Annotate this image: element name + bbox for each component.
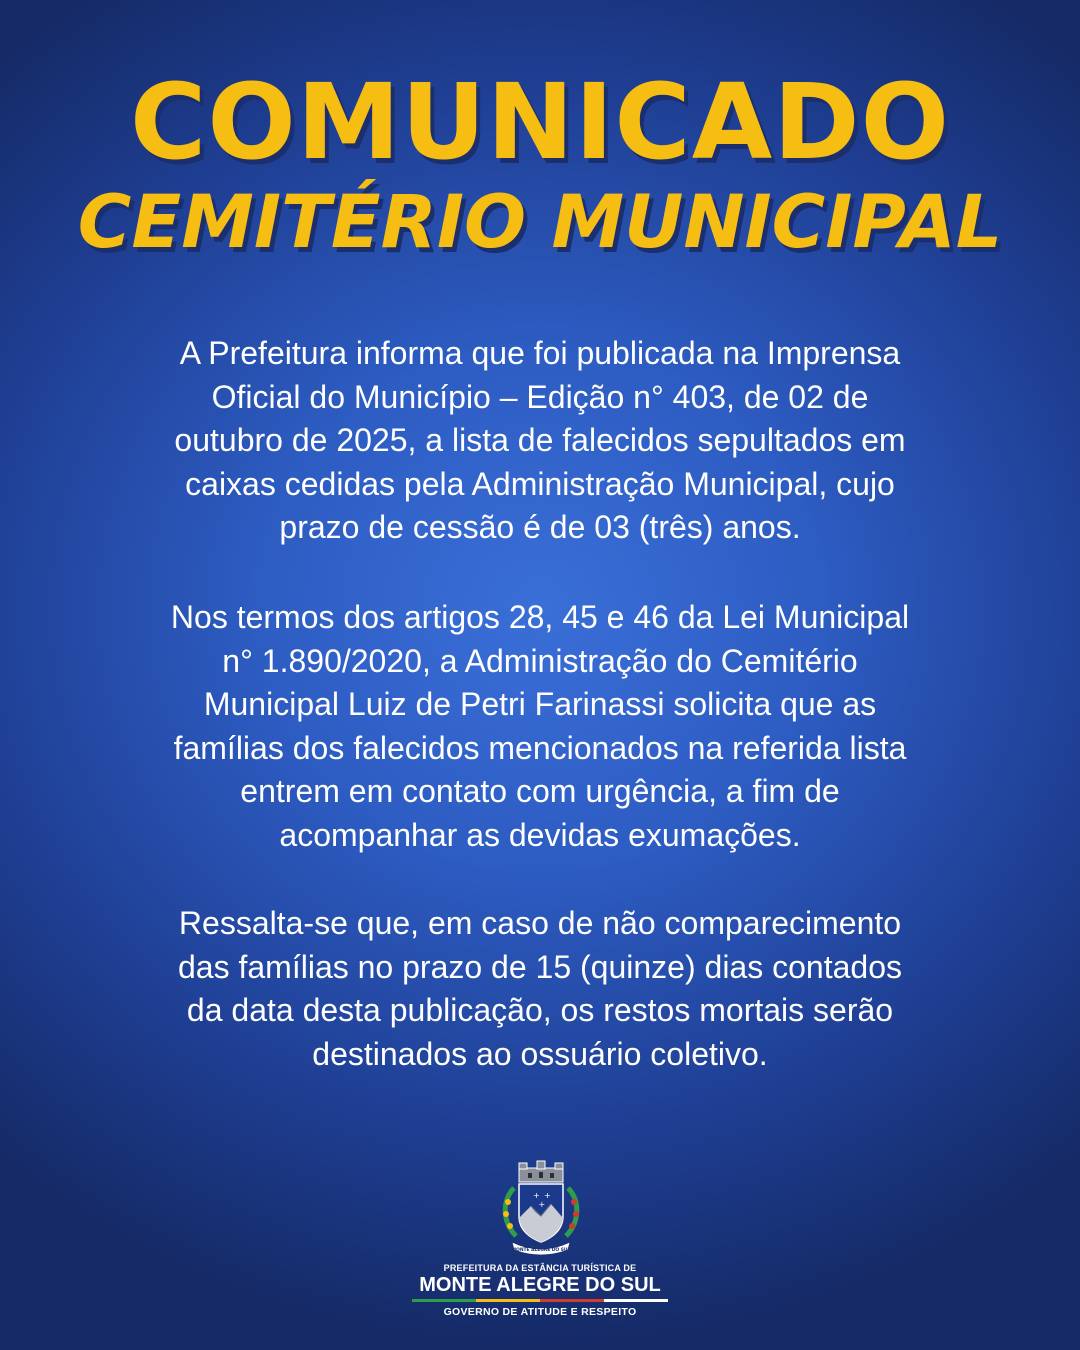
page-title: COMUNICADO xyxy=(130,61,950,183)
shield xyxy=(519,1184,563,1242)
crest-ribbon-text: MONTE ALEGRE DO SUL xyxy=(511,1248,571,1253)
municipality-logo xyxy=(400,1160,680,1325)
svg-text:+: + xyxy=(533,1191,540,1200)
svg-text:+: + xyxy=(544,1191,551,1200)
org-name: MONTE ALEGRE DO SUL xyxy=(419,1274,661,1296)
body-paragraph-2: Nos termos dos artigos 28, 45 e 46 da Lei Municipal n° 1.890/2020, a Administração do Cemitério Municipal Luiz de Petri Farinassi solicita que as famílias dos falecidos mencionados na referida lista entrem em contato com urgência, a fim de acompanhar as devidas exumações. xyxy=(170,599,910,853)
city-coat-of-arms-icon xyxy=(498,1160,584,1256)
org-prefix: PREFEITURA DA ESTÂNCIA TURÍSTICA DE xyxy=(443,1263,637,1273)
crest-ribbon xyxy=(512,1242,571,1255)
mural-crown xyxy=(519,1161,563,1182)
flag-color-bar xyxy=(412,1299,668,1302)
slogan: GOVERNO DE ATITUDE E RESPEITO xyxy=(443,1306,637,1318)
body-paragraph-1: A Prefeitura informa que foi publicada na Imprensa Oficial do Município – Edição n° 403, de 02 de outubro de 2025, a lista de falecidos sepultados em caixas cedidas pela Administração Municipal, cujo prazo de cessão é de 03 (três) anos. xyxy=(174,335,906,545)
svg-text:+: + xyxy=(538,1200,546,1209)
body-paragraph-3: Ressalta-se que, em caso de não comparecimento das famílias no prazo de 15 (quinze) dias contados da data desta publicação, os restos mortais serão destinados ao ossuário coletivo. xyxy=(178,905,902,1072)
page-subtitle: CEMITÉRIO MUNICIPAL xyxy=(77,180,1003,265)
